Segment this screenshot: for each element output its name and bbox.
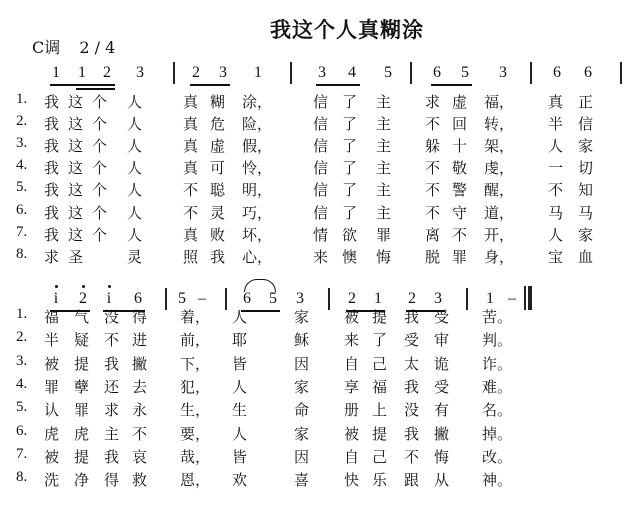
- lyric: 灵: [210, 203, 226, 222]
- lyric: 还: [104, 377, 120, 396]
- lyric: 我: [44, 203, 60, 222]
- final-barline: [528, 286, 532, 310]
- lyric: 人: [232, 377, 248, 396]
- lyric: 自: [344, 354, 360, 373]
- lyric: 因: [294, 447, 310, 466]
- lyric: 求: [44, 247, 60, 266]
- lyric: 信: [313, 181, 329, 200]
- lyric: 认: [44, 401, 60, 420]
- barline: [620, 62, 622, 84]
- lyric: 了: [372, 331, 388, 350]
- barline: [173, 62, 175, 84]
- lyric: 信: [313, 203, 329, 222]
- lyric: 因: [294, 354, 310, 373]
- lyric: 我: [44, 137, 60, 156]
- lyric: 不: [183, 181, 199, 200]
- lyric: 自: [344, 447, 360, 466]
- lyric: 去: [132, 377, 148, 396]
- note: 2: [348, 290, 356, 307]
- lyric: 灵: [127, 247, 143, 266]
- lyric: 我: [44, 225, 60, 244]
- lyric: 太: [404, 354, 420, 373]
- lyric: 不: [425, 181, 441, 200]
- lyric: 知: [578, 181, 594, 200]
- beam: [76, 84, 115, 86]
- note: 6: [243, 290, 251, 307]
- lyric: 圣: [68, 247, 84, 266]
- lyric: 这: [68, 181, 84, 200]
- lyric: 聪: [210, 181, 226, 200]
- lyric: 被: [44, 447, 60, 466]
- lyric: 神。: [482, 471, 513, 490]
- verse-number: 8.: [16, 245, 28, 262]
- note: 6: [134, 290, 142, 307]
- lyric: 气: [74, 308, 90, 326]
- lyric: 诈。: [482, 354, 513, 373]
- lyric: 撇: [434, 424, 450, 443]
- lyric: 宝: [548, 247, 564, 266]
- lyric: 家: [578, 225, 594, 244]
- lyric: 信: [313, 159, 329, 178]
- tie-arc: [244, 279, 276, 292]
- lyric: 受: [434, 377, 450, 396]
- lyric: 改。: [482, 447, 513, 466]
- verse-number: 6.: [16, 201, 28, 218]
- lyric: 真: [183, 115, 199, 134]
- lyric: 虔，: [484, 159, 515, 178]
- note: 6: [433, 64, 441, 81]
- lyric: 了: [342, 181, 358, 200]
- lyric: 半: [44, 331, 60, 350]
- key: C调: [32, 38, 61, 57]
- beam: [190, 84, 230, 86]
- lyric: 乐: [372, 471, 388, 490]
- lyric: 来: [344, 331, 360, 350]
- lyric: 从: [434, 471, 450, 490]
- lyric: 没: [104, 308, 120, 326]
- note: 3: [434, 290, 442, 307]
- note: 2: [79, 290, 87, 307]
- lyric: 我: [404, 377, 420, 396]
- lyric: 诡: [434, 354, 450, 373]
- lyric: 求: [425, 93, 441, 111]
- lyric: 判。: [482, 331, 513, 350]
- final-barline: [524, 286, 526, 310]
- lyric: 命: [294, 401, 310, 420]
- lyric: 被: [344, 424, 360, 443]
- lyric: 人: [548, 225, 564, 244]
- lyric: 主: [376, 159, 392, 178]
- lyric: 这: [68, 159, 84, 178]
- lyric: 我: [44, 159, 60, 178]
- lyric: 虎: [74, 424, 90, 443]
- note: –: [508, 290, 516, 307]
- lyric: 血: [578, 247, 594, 266]
- lyric: 生: [232, 401, 248, 420]
- lyric: 真: [183, 159, 199, 178]
- note: 1: [486, 290, 494, 307]
- lyric: 了: [342, 137, 358, 156]
- lyric: 孽: [74, 377, 90, 396]
- verse-number: 5.: [16, 399, 28, 416]
- lyric: 不: [425, 159, 441, 178]
- note: 4: [348, 64, 356, 81]
- lyric: 敬: [452, 159, 468, 178]
- lyric: 福: [44, 308, 60, 326]
- lyric: 坏，: [242, 225, 273, 244]
- verse-number: 7.: [16, 223, 28, 240]
- lyric: 生，: [180, 401, 211, 420]
- lyric: 个: [92, 203, 108, 222]
- lyric: 人: [127, 115, 143, 134]
- lyric: 真: [183, 225, 199, 244]
- barline: [530, 62, 532, 84]
- lyric: 稣: [294, 331, 310, 350]
- note: 1: [52, 64, 60, 81]
- verse-number: 4.: [16, 375, 28, 392]
- lyric: 信: [313, 93, 329, 111]
- barline: [165, 288, 167, 310]
- note: 1: [78, 64, 86, 81]
- lyric: 受: [404, 331, 420, 350]
- high-octave-dot: [55, 285, 58, 288]
- lyric: 涂，: [242, 93, 273, 111]
- lyric: 正: [578, 93, 594, 111]
- lyric: 我: [104, 354, 120, 373]
- lyric: 不: [183, 203, 199, 222]
- lyric: 马: [578, 203, 594, 222]
- lyric: 一: [548, 159, 564, 178]
- lyric: 净: [74, 471, 90, 490]
- lyric: 提: [74, 354, 90, 373]
- note: 3: [499, 64, 507, 81]
- time-signature: 2 / 4: [79, 38, 116, 57]
- lyric: 个: [92, 137, 108, 156]
- lyric: 人: [127, 93, 143, 111]
- lyric: 身，: [484, 247, 515, 266]
- lyric: 个: [92, 93, 108, 111]
- lyric: 个: [92, 181, 108, 200]
- lyric: 不: [104, 331, 120, 350]
- lyric: 要，: [180, 424, 211, 443]
- verse-number: 2.: [16, 329, 28, 346]
- lyric: 人: [232, 308, 248, 326]
- lyric: 提: [372, 424, 388, 443]
- lyric: 假，: [242, 137, 273, 156]
- verse-number: 4.: [16, 157, 28, 174]
- lyric: 个: [92, 115, 108, 134]
- lyric: 下，: [180, 354, 211, 373]
- lyric: 哀: [132, 447, 148, 466]
- lyric: 明，: [242, 181, 273, 200]
- lyric: 险，: [242, 115, 273, 134]
- lyric: 懊: [342, 247, 358, 266]
- lyric: 主: [376, 93, 392, 111]
- lyric: 享: [344, 377, 360, 396]
- lyric: 我: [104, 447, 120, 466]
- verse-number: 1.: [16, 306, 28, 322]
- lyric: 名。: [482, 401, 513, 420]
- lyric: 皆: [232, 447, 248, 466]
- lyric: 救: [132, 471, 148, 490]
- lyric: 我: [210, 247, 226, 266]
- lyric: 人: [548, 137, 564, 156]
- note: 6: [553, 64, 561, 81]
- barline: [410, 62, 412, 84]
- lyric: 真: [548, 93, 564, 111]
- lyric: 开，: [484, 225, 515, 244]
- lyric: 家: [294, 424, 310, 443]
- verse-number: 8.: [16, 469, 28, 486]
- lyric: 了: [342, 115, 358, 134]
- lyric: 皆: [232, 354, 248, 373]
- lyric: 这: [68, 225, 84, 244]
- lyric: 躲: [425, 137, 441, 156]
- lyric: 求: [104, 401, 120, 420]
- lyric: 人: [127, 203, 143, 222]
- note: i: [53, 290, 59, 307]
- lyric: 前，: [180, 331, 211, 350]
- lyric: 不: [452, 225, 468, 244]
- lyric: 我: [44, 115, 60, 134]
- lyric: 不: [404, 447, 420, 466]
- lyric: 情: [313, 225, 329, 244]
- lyric: 福: [372, 377, 388, 396]
- lyric: 了: [342, 159, 358, 178]
- lyric: 疑: [74, 331, 90, 350]
- lyric: 进: [132, 331, 148, 350]
- lyric: 人: [127, 181, 143, 200]
- lyric: 怜，: [242, 159, 273, 178]
- note: 6: [584, 64, 592, 81]
- lyric: 主: [376, 181, 392, 200]
- note: 3: [219, 64, 227, 81]
- lyric: 家: [294, 308, 310, 326]
- lyric: 守: [452, 203, 468, 222]
- note: –: [198, 290, 206, 307]
- lyric: 脱: [425, 247, 441, 266]
- lyric: 喜: [294, 471, 310, 490]
- lyric: 这: [68, 115, 84, 134]
- lyric: 永: [132, 401, 148, 420]
- lyric: 个: [92, 225, 108, 244]
- lyric: 欢: [232, 471, 248, 490]
- lyric: 虚: [452, 93, 468, 111]
- note: 5: [269, 290, 277, 307]
- lyric: 掉。: [482, 424, 513, 443]
- lyric: 撇: [132, 354, 148, 373]
- lyric: 主: [104, 424, 120, 443]
- lyric: 犯，: [180, 377, 211, 396]
- beam: [76, 88, 115, 90]
- lyric: 罪: [74, 401, 90, 420]
- lyric: 苦。: [482, 308, 513, 326]
- lyric: 转，: [484, 115, 515, 134]
- note: i: [106, 290, 112, 307]
- beam: [316, 84, 360, 86]
- lyric: 照: [183, 247, 199, 266]
- lyric: 虎: [44, 424, 60, 443]
- lyric: 悔: [434, 447, 450, 466]
- barline: [466, 288, 468, 310]
- lyric: 家: [578, 137, 594, 156]
- lyric: 巧，: [242, 203, 273, 222]
- lyric: 己: [372, 447, 388, 466]
- lyric: 来: [313, 247, 329, 266]
- lyric: 这: [68, 93, 84, 111]
- lyric: 半: [548, 115, 564, 134]
- hymn-title: 我这个人真糊涂: [270, 18, 424, 42]
- lyric: 罪: [452, 247, 468, 266]
- lyric: 得: [104, 471, 120, 490]
- lyric: 被: [44, 354, 60, 373]
- lyric: 快: [344, 471, 360, 490]
- note: 5: [384, 64, 392, 81]
- high-octave-dot: [82, 285, 85, 288]
- lyric: 福，: [484, 93, 515, 111]
- lyric: 不: [132, 424, 148, 443]
- verse-number: 1.: [16, 91, 28, 107]
- verse-number: 3.: [16, 352, 28, 369]
- note: 1: [374, 290, 382, 307]
- note: 5: [461, 64, 469, 81]
- lyric: 上: [372, 401, 388, 420]
- lyric: 着，: [180, 308, 211, 326]
- lyric: 心，: [242, 247, 273, 266]
- verse-number: 2.: [16, 113, 28, 130]
- lyric: 信: [578, 115, 594, 134]
- note: 3: [296, 290, 304, 307]
- lyric: 恩，: [180, 471, 211, 490]
- barline: [328, 288, 330, 310]
- lyric: 有: [434, 401, 450, 420]
- lyric: 这: [68, 203, 84, 222]
- lyric: 我: [404, 424, 420, 443]
- note: 1: [254, 64, 262, 81]
- note: 2: [103, 64, 111, 81]
- lyric: 册: [344, 401, 360, 420]
- lyric: 没: [404, 401, 420, 420]
- lyric: 我: [44, 181, 60, 200]
- high-octave-dot: [108, 285, 111, 288]
- lyric: 警: [452, 181, 468, 200]
- lyric: 不: [425, 115, 441, 134]
- lyric: 罪: [44, 377, 60, 396]
- lyric: 主: [376, 115, 392, 134]
- lyric: 洗: [44, 471, 60, 490]
- lyric: 切: [578, 159, 594, 178]
- lyric: 可: [210, 159, 226, 178]
- lyric: 受: [434, 308, 450, 326]
- lyric: 人: [127, 159, 143, 178]
- lyric: 欲: [342, 225, 358, 244]
- lyric: 了: [342, 93, 358, 111]
- lyric: 了: [342, 203, 358, 222]
- lyric: 真: [183, 137, 199, 156]
- verse-number: 6.: [16, 422, 28, 439]
- lyric: 哉，: [180, 447, 211, 466]
- lyric: 糊: [210, 93, 226, 111]
- lyric: 己: [372, 354, 388, 373]
- lyric: 这: [68, 137, 84, 156]
- lyric: 虚: [210, 137, 226, 156]
- verse-number: 5.: [16, 179, 28, 196]
- lyric: 个: [92, 159, 108, 178]
- lyric: 不: [548, 181, 564, 200]
- key-signature: [32, 35, 115, 58]
- barline: [225, 288, 227, 310]
- lyric: 被: [344, 308, 360, 326]
- lyric: 主: [376, 203, 392, 222]
- verse-number: 7.: [16, 445, 28, 462]
- lyric: 信: [313, 115, 329, 134]
- lyric: 危: [210, 115, 226, 134]
- lyric: 提: [74, 447, 90, 466]
- verse-number: 3.: [16, 135, 28, 152]
- beam: [431, 84, 472, 86]
- note: 2: [192, 64, 200, 81]
- note: 5: [178, 290, 186, 307]
- lyric: 我: [44, 93, 60, 111]
- lyric: 我: [404, 308, 420, 326]
- lyric: 主: [376, 137, 392, 156]
- lyric: 提: [372, 308, 388, 326]
- note: 3: [318, 64, 326, 81]
- lyric: 离: [425, 225, 441, 244]
- lyric: 家: [294, 377, 310, 396]
- barline: [290, 62, 292, 84]
- lyric: 罪: [376, 225, 392, 244]
- lyric: 耶: [232, 331, 248, 350]
- lyric: 信: [313, 137, 329, 156]
- lyric: 难。: [482, 377, 513, 396]
- lyric: 架，: [484, 137, 515, 156]
- lyric: 跟: [404, 471, 420, 490]
- note: 2: [408, 290, 416, 307]
- lyric: 回: [452, 115, 468, 134]
- lyric: 人: [232, 424, 248, 443]
- lyric: 败: [210, 225, 226, 244]
- lyric: 人: [127, 137, 143, 156]
- lyric: 得: [132, 308, 148, 326]
- lyric: 不: [425, 203, 441, 222]
- lyric: 悔: [376, 247, 392, 266]
- lyric: 人: [127, 225, 143, 244]
- lyric: 道，: [484, 203, 515, 222]
- note: 3: [136, 64, 144, 81]
- lyric: 十: [452, 137, 468, 156]
- lyric: 醒，: [484, 181, 515, 200]
- lyric: 马: [548, 203, 564, 222]
- lyric: 审: [434, 331, 450, 350]
- lyric: 真: [183, 93, 199, 111]
